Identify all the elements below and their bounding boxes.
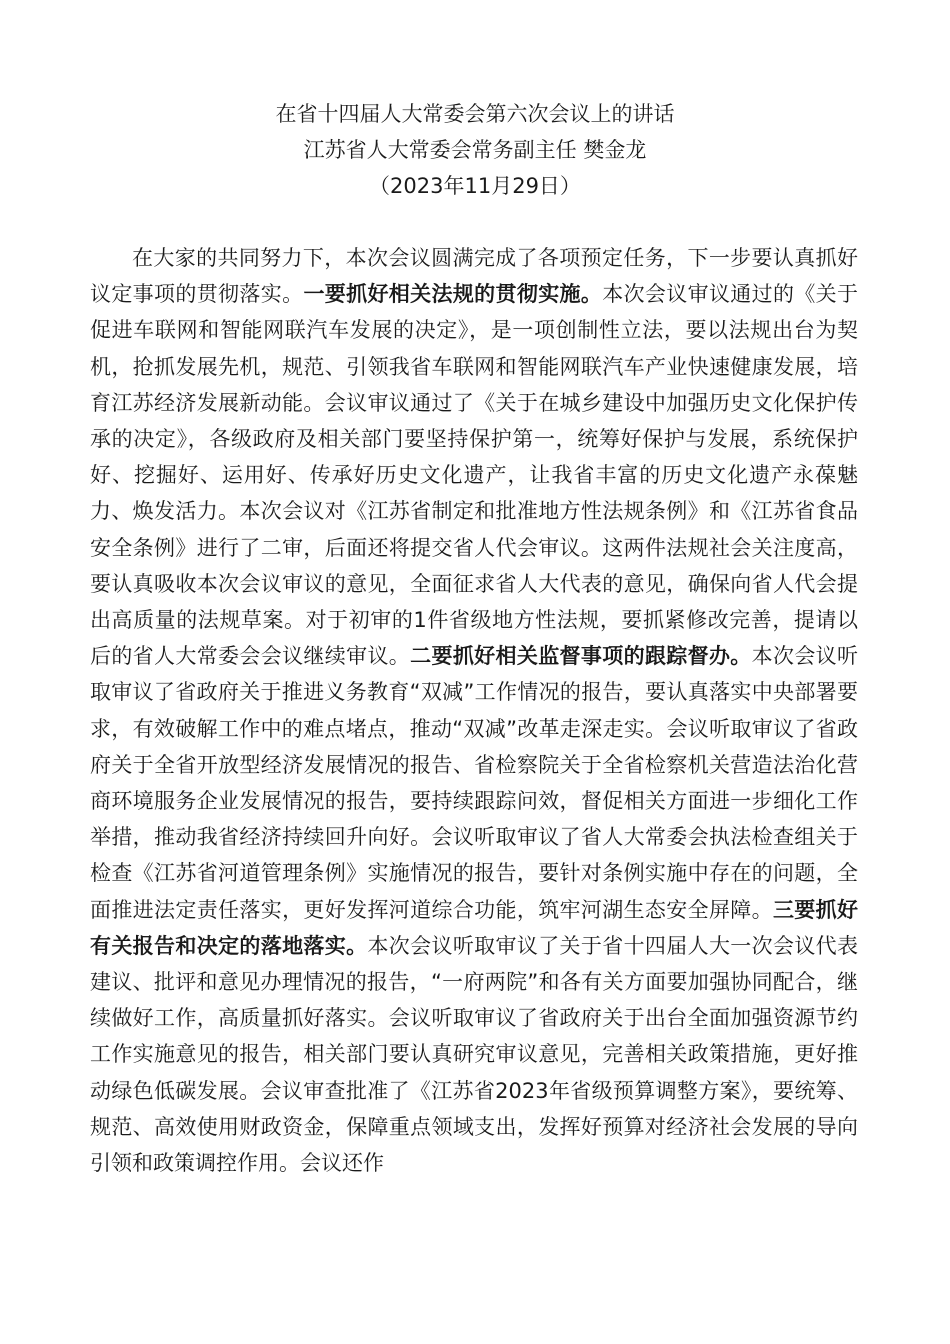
speech-date: （2023年11月29日） <box>369 174 581 198</box>
document-header <box>0 96 950 204</box>
body-text-segment: 本次会议听取审议了关于省十四届人大一次会议代表建议、批评和意见办理情况的报告，“一府两院”和各有关方面要加强协同配合，继续做好工作，高质量抓好落实。会议听取审议了省政府关于出台全面加强资源节约工作实施意见的报告，相关部门要认真研究审议意见，完善相关政策措施，更好推动绿色低碳发展。会议审查批准了《江苏省2023年省级预算调整方案》，要统筹、规范、高效使用财政资金，保障重点领域支出，发挥好预算对经济社会发展的导向引领和政策调控作用。会议还作 <box>90 933 859 1176</box>
key-point-heading-3: 三要抓好有关报告和决定的落地落实。 <box>90 897 858 958</box>
speech-title: 在省十四届人大常委会第六次会议上的讲话 <box>275 102 675 126</box>
body-text-segment: 本次会议听取审议了省政府关于推进义务教育“双减”工作情况的报告，要认真落实中央部署要求，有效破解工作中的难点堵点，推动“双减”改革走深走实。会议听取审议了省政府关于全省开放型经济发展情况的报告、省检察院关于全省检察机关营造法治化营商环境服务企业发展情况的报告，要持续跟踪问效，督促相关方面进一步细化工作举措，推动我省经济持续回升向好。会议听取审议了省人大常委会执法检查组关于检查《江苏省河道管理条例》实施情况的报告，要针对条例实施中存在的问题，全面推进法定责任落实，更好发挥河道综合功能，筑牢河湖生态安全屏障。 <box>90 644 859 922</box>
body-text-segment: 在大家的共同努力下，本次会议圆满完成了各项预定任务，下一步要认真抓好议定事项的贯彻落实。 <box>90 246 858 307</box>
body-text-segment: 本次会议审议通过的《关于促进车联网和智能网联汽车发展的决定》，是一项创制性立法，要以法规出台为契机，抢抓发展先机，规范、引领我省车联网和智能网联汽车产业快速健康发展，培育江苏经济发展新动能。会议审议通过了《关于在城乡建设中加强历史文化保护传承的决定》，各级政府及相关部门要坚持保护第一，统筹好保护与发展，系统保护好、挖掘好、运用好、传承好历史文化遗产，让我省丰富的历史文化遗产永葆魅力、焕发活力。本次会议对《江苏省制定和批准地方性法规条例》和《江苏省食品安全条例》进行了二审，后面还将提交省人代会审议。这两件法规社会关注度高，要认真吸收本次会议审议的意见，全面征求省人大代表的意见，确保向省人代会提出高质量的法规草案。对于初审的1件省级地方性法规，要抓紧修改完善，提请以后的省人大常委会会议继续审议。 <box>90 282 859 669</box>
speech-body-paragraph <box>90 240 858 1181</box>
key-point-heading-1: 一要抓好相关法规的贯彻实施。 <box>303 282 603 307</box>
key-point-heading-2: 二要抓好相关监督事项的跟踪督办。 <box>410 644 752 669</box>
speaker-line: 江苏省人大常委会常务副主任 樊金龙 <box>303 138 647 162</box>
